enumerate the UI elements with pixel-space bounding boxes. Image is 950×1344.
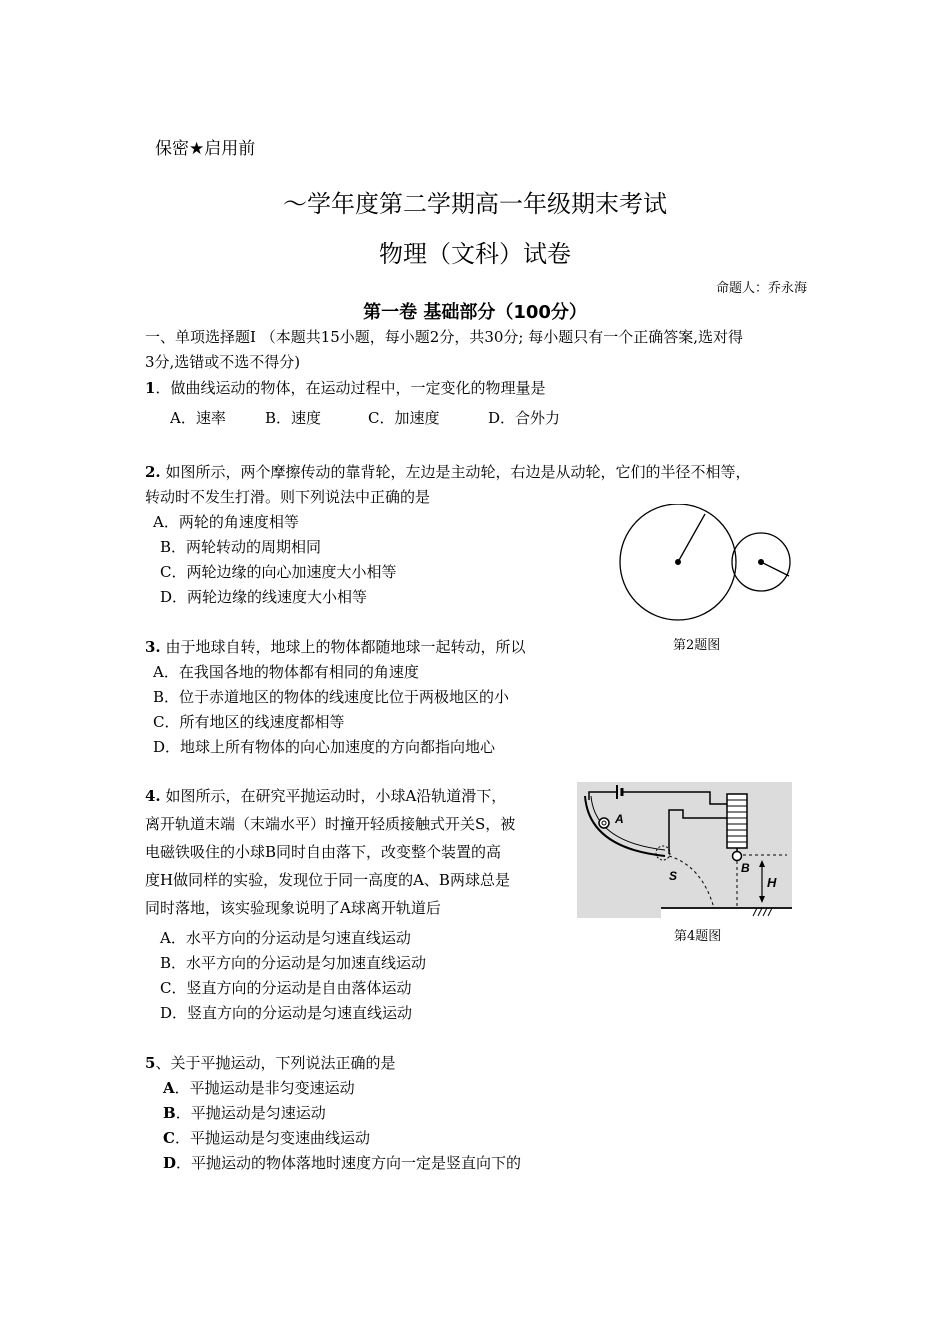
label-h: H: [767, 875, 777, 890]
q5-option-b: [163, 1102, 326, 1123]
exam-title: ～学年度第二学期高一年级期末考试: [283, 190, 667, 218]
question-4-line-1: [145, 785, 506, 806]
question-stem: 由于地球自转，地球上的物体都随地球一起转动，所以: [160, 638, 526, 656]
q2-option-d: D．两轮边缘的线速度大小相等: [160, 588, 368, 606]
question-stem: 、关于平抛运动，下列说法正确的是: [155, 1054, 396, 1072]
q2-option-b: B．两轮转动的周期相同: [160, 538, 322, 556]
q5-option-a: [163, 1077, 355, 1098]
option-text: ．平抛运动是匀变速曲线运动: [174, 1129, 370, 1147]
instruction-line-2: 3分,选错或不选不得分): [145, 353, 301, 371]
q4-option-b: B．水平方向的分运动是匀加速直线运动: [160, 954, 427, 972]
option-text: ．平抛运动是非匀变速运动: [174, 1079, 355, 1097]
q5-option-d: [163, 1152, 521, 1173]
q3-option-c: C．所有地区的线速度都相等: [153, 713, 345, 731]
q2-option-c: C．两轮边缘的向心加速度大小相等: [160, 563, 397, 581]
question-1: [145, 377, 545, 398]
question-stem: ．做曲线运动的物体，在运动过程中，一定变化的物理量是: [155, 379, 546, 397]
question-stem: 如图所示，两个摩擦传动的靠背轮，左边是主动轮，右边是从动轮，它们的半径不相等，: [160, 463, 751, 481]
question-4-line-5: 同时落地，该实验现象说明了A球离开轨道后: [145, 899, 441, 917]
question-number: 5: [145, 1054, 156, 1072]
option-letter: B: [163, 1104, 176, 1122]
question-4-line-4: 度H做同样的实验，发现位于同一高度的A、B两球总是: [145, 871, 510, 889]
q3-option-b: B．位于赤道地区的物体的线速度比位于两极地区的小: [153, 688, 510, 706]
option-letter: C: [163, 1129, 175, 1147]
q5-option-c: [163, 1127, 370, 1148]
q1-option-d: D．合外力: [488, 409, 561, 427]
ball-b: [733, 852, 742, 861]
q4-figure-caption: 第4题图: [674, 929, 722, 944]
option-text: ．平抛运动是匀速运动: [175, 1104, 326, 1122]
label-a: A: [615, 812, 624, 826]
ground-area: [661, 908, 792, 918]
question-number: 4.: [145, 787, 161, 805]
q3-option-d: D．地球上所有物体的向心加速度的方向都指向地心: [153, 738, 496, 756]
q1-option-c: C．加速度: [368, 409, 440, 427]
question-number: 1: [145, 379, 156, 397]
electromagnet: [727, 794, 747, 848]
exam-subtitle: 物理（文科）试卷: [379, 240, 571, 268]
q2-option-a: A．两轮的角速度相等: [153, 513, 299, 531]
q4-option-d: D．竖直方向的分运动是匀速直线运动: [160, 1004, 413, 1022]
instruction-line-1: 一、单项选择题I （本题共15小题，每小题2分，共30分; 每小题只有一个正确答案,选对得: [145, 328, 744, 346]
question-5: [145, 1052, 395, 1073]
question-4-line-3: 电磁铁吸住的小球B同时自由落下，改变整个装置的高: [145, 843, 502, 861]
author-label: 命题人：乔永海: [715, 281, 807, 296]
question-4-line-2: 离开轨道末端（末端水平）时撞开轻质接触式开关S，被: [145, 815, 516, 833]
q4-option-c: C．竖直方向的分运动是自由落体运动: [160, 979, 412, 997]
driving-wheel-center: [675, 559, 681, 565]
part-heading: 第一卷 基础部分（100分）: [363, 302, 587, 323]
driving-wheel-radius: [678, 514, 705, 562]
q1-option-b: B．速度: [265, 409, 322, 427]
q1-option-a: A．速率: [170, 409, 226, 427]
q4-apparatus-figure: [577, 782, 792, 918]
secret-label: 保密★启用前: [155, 139, 256, 159]
question-2-line-2: 转动时不发生打滑。则下列说法中正确的是: [145, 488, 431, 506]
question-number: 2.: [145, 463, 161, 481]
option-text: ．平抛运动的物体落地时速度方向一定是竖直向下的: [176, 1154, 522, 1172]
question-3: [145, 636, 525, 657]
question-stem: 如图所示，在研究平抛运动时，小球A沿轨道滑下，: [165, 787, 507, 805]
driven-wheel-center: [758, 559, 764, 565]
q2-wheels-figure: [612, 504, 802, 624]
q2-figure-caption: 第2题图: [673, 638, 721, 653]
ball-a: [599, 818, 609, 828]
driven-wheel-radius: [761, 562, 789, 576]
option-letter: D: [163, 1154, 177, 1172]
label-b: B: [741, 861, 750, 875]
option-letter: A: [163, 1079, 175, 1097]
q4-option-a: A．水平方向的分运动是匀速直线运动: [160, 929, 411, 947]
question-2-line-1: [145, 461, 750, 482]
q3-option-a: A．在我国各地的物体都有相同的角速度: [153, 663, 419, 681]
label-s: S: [669, 869, 678, 883]
question-number: 3.: [145, 638, 161, 656]
